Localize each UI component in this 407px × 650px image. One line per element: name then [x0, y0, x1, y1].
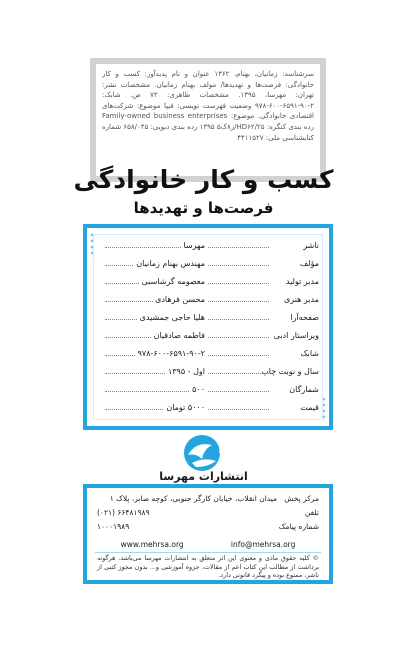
- spec-value: ۹۷۸-۶۰۰-۶۵۹۱-۹۰-۲: [137, 349, 205, 358]
- spec-label: شابک: [300, 349, 319, 358]
- spec-label: مدیر هنری: [284, 295, 319, 304]
- book-title: کسب و کار خانوادگی: [73, 165, 334, 194]
- contact-row-distribution: [97, 494, 319, 506]
- spec-row-editor: [101, 328, 319, 343]
- spec-label: مؤلف: [299, 259, 319, 268]
- spec-label: شمارگان: [289, 385, 319, 394]
- spec-value: فاطمه صادقیان: [153, 331, 205, 340]
- spec-label: قیمت: [300, 403, 319, 412]
- specifications-box: [83, 224, 333, 430]
- spec-value: اول - ۱۳۹۵: [167, 367, 205, 376]
- contact-row-phone: [97, 508, 319, 520]
- contact-links: [97, 540, 319, 552]
- spec-value: مهندس بهنام زمانیان: [136, 259, 205, 268]
- spec-row-layout-designer: [101, 310, 319, 325]
- spec-row-isbn: [101, 346, 319, 361]
- spec-row-art-director: [101, 292, 319, 307]
- contact-row-sms: [97, 522, 319, 534]
- spec-row-price: [101, 400, 319, 415]
- sms-number: ۱۰۰۰۱۹۸۹: [97, 522, 130, 531]
- book-subtitle: فرصت‌ها و تهدیدها: [133, 199, 274, 217]
- divider: [95, 552, 321, 553]
- distribution-label: مرکز پخش: [284, 494, 319, 503]
- copyright-notice: © کلیه حقوق مادی و معنوی این اثر متعلق به انتشارات مهرسا می‌باشد. هرگونه برداشت از مطالب این کتاب اعم از مقالات، جزوه آموزشی و... بدون مجوز کتبی از ناشر، ممنوع بوده و پیگرد قانونی دارد.: [97, 554, 319, 579]
- spec-label: صفحه‌آرا: [290, 313, 319, 322]
- corner-dots-decoration: [321, 396, 327, 422]
- spec-label: سال و نوبت چاپ: [261, 367, 319, 376]
- spec-value: مهرسا: [183, 241, 205, 250]
- email-link[interactable]: info@mehrsa.org: [230, 540, 296, 549]
- spec-value: ۵۰۰۰ تومان: [166, 403, 205, 412]
- spec-row-print-run: [101, 382, 319, 397]
- spec-value: ۵۰۰: [192, 385, 205, 394]
- spec-value: معصومه گرشاسبی: [141, 277, 205, 286]
- spec-row-production-manager: [101, 274, 319, 289]
- cip-text: سرشناسه: زمانیان، بهنام، ۱۳۶۲ عنوان و نام پدیدآور: کسب و کار خانوادگی: فرصت‌ها و تهدیدها/ مولف بهنام زمانیان. مشخصات نشر: تهران: مهرسا، ۱۳۹۵. مشخصات ظاهری: ۷۲ ص. شابک: ۲-۹۰-۶۵۹۱-۶۰۰-۹۷۸ وضعیت فهرست نویسی: فیپا موضوع: شرکت‌های اقتصادی خانوادگی. موضوع: Family-owned business enterprises رده بندی کنگره: HD۶۲/۲۵/ز۸ک۵ ۱۳۹۵ رده بندی دیویی: ۶۵۸/۰۴۵ شماره کتابشناسی ملی: ۴۴۱۱۵۲۷: [102, 70, 314, 142]
- spec-row-print-year: [101, 364, 319, 379]
- dotted-leader: [105, 382, 269, 392]
- spec-label: ناشر: [303, 241, 319, 250]
- sms-label: شماره پیامک: [278, 522, 319, 531]
- website-link[interactable]: www.mehrsa.org: [120, 540, 184, 549]
- spec-label: ویراستار ادبی: [273, 331, 319, 340]
- corner-dots-decoration: [89, 232, 95, 258]
- spec-label: مدیر تولید: [285, 277, 319, 286]
- cip-catalog-box: [90, 58, 326, 182]
- phone-label: تلفن: [304, 508, 319, 517]
- spec-value: محسن فرهادی: [155, 295, 205, 304]
- spec-row-publisher: [101, 238, 319, 253]
- spec-row-author: [101, 256, 319, 271]
- publisher-name: انتشارات مهرسا: [159, 470, 248, 483]
- distribution-address: میدان انقلاب، خیابان کارگر جنوبی، کوچه صابر، پلاک ۱: [109, 494, 277, 503]
- spec-value: هلیا حاجی جمشیدی: [139, 313, 205, 322]
- contact-box: [83, 484, 333, 584]
- phone-number: (۰۲۱) ۶۶۴۸۱۹۸۹: [97, 508, 150, 517]
